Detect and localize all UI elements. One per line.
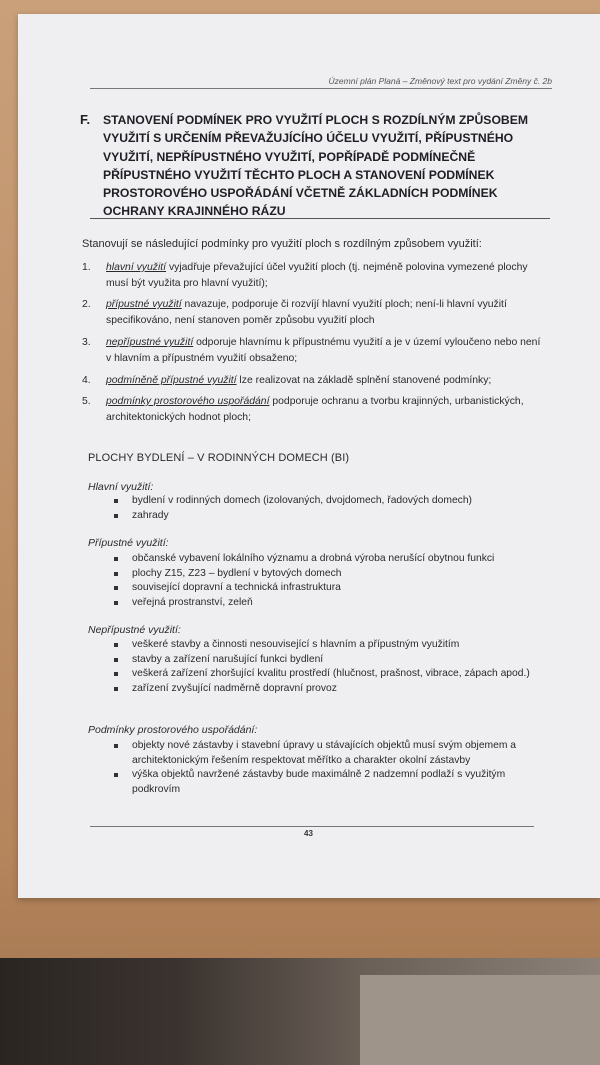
definition-term: podmínky prostorového uspořádání [106,396,270,407]
page-number: 43 [304,829,313,838]
definition-term: podmíněně přípustné využití [106,375,237,386]
list-item: veškerá zařízení zhoršující kvalitu prostředí (hlučnost, prašnost, vibrace, zápach apod.) [112,667,542,682]
definition-term: nepřípustné využití [106,337,194,348]
definition-term: hlavní využití [106,262,167,273]
list-item: občanské vybavení lokálního významu a drobná výroba nerušící obytnou funkci [112,552,542,567]
definition-body: odporuje hlavnímu k přípustnému využití a je v území vyloučeno nebo není v hlavním a přípustném využití obsaženo; [106,337,541,364]
section-title: STANOVENÍ PODMÍNEK PRO VYUŽITÍ PLOCH S ROZDÍLNÝM ZPŮSOBEM VYUŽITÍ S URČENÍM PŘEVAŽUJÍCÍHO ÚČELU VYUŽITÍ, PŘÍPUSTNÉHO VYUŽITÍ, NEPŘÍPUSTNÉHO VYUŽITÍ, POPŘÍPADĚ PODMÍNEČNĚ PŘÍPUSTNÉHO VYUŽITÍ TĚCHTO PLOCH A STANOVENÍ PODMÍNEK PROSTOROVÉHO USPOŘÁDÁNÍ VČETNĚ ZÁKLADNÍCH PODMÍNEK OCHRANY KRAJINNÉHO RÁZU [103,113,529,219]
definition-number: 1. [82,262,91,273]
definition-text [106,297,548,329]
definition-text [106,394,548,426]
header-rule [90,88,552,89]
definition-body: podporuje ochranu a tvorbu krajinných, urbanistických, architektonických hodnot ploch; [106,396,524,423]
list-item: plochy Z15, Z23 – bydlení v bytových domech [112,567,542,582]
definition-body: lze realizovat na základě splnění stanovené podmínky; [236,375,492,386]
definition-number: 4. [82,375,91,386]
zone-heading: PLOCHY BYDLENÍ – V RODINNÝCH DOMECH (BI) [88,452,350,464]
title-rule [90,218,550,219]
list-item: zahrady [112,509,542,524]
allowed-use-heading: Přípustné využití: [88,537,169,549]
main-use-list [112,494,542,523]
definition-term: přípustné využití [106,299,182,310]
allowed-use-list [112,552,542,611]
list-item: veškeré stavby a činnosti nesouvisející s hlavním a přípustným využitím [112,638,542,653]
definition-text [106,335,548,367]
definition-number: 2. [82,299,91,310]
list-item: stavby a zařízení narušující funkci bydlení [112,653,542,668]
forbidden-use-heading: Nepřípustné využití: [88,624,181,636]
list-item: výška objektů navržené zástavby bude maximálně 2 nadzemní podlaží s využitým podkrovím [112,768,542,797]
list-item: objekty nové zástavby i stavební úpravy u stávajících objektů musí svým objemem a architektonickým řešením respektovat měřítko a charakter okolní zástavby [112,739,542,768]
spatial-conditions-heading: Podmínky prostorového uspořádání: [88,724,258,736]
floor-tile [360,975,600,1065]
spatial-conditions-list [112,739,542,798]
definition-number: 3. [82,337,91,348]
definition-number: 5. [82,396,91,407]
main-use-heading: Hlavní využití: [88,481,154,493]
definition-text [106,260,548,292]
intro-paragraph: Stanovují se následující podmínky pro využití ploch s rozdílným způsobem využití: [82,238,482,250]
section-letter: F. [80,112,91,127]
list-item: zařízení zvyšující nadměrně dopravní provoz [112,682,542,697]
definition-body: navazuje, podporuje či rozvíjí hlavní využití ploch; není-li hlavní využití specifikováno, není stanoven poměr způsobu využití ploch [106,299,507,326]
list-item: veřejná prostranství, zeleň [112,596,542,611]
footer-rule [90,826,534,827]
definition-text [106,373,548,389]
list-item: bydlení v rodinných domech (izolovaných, dvojdomech, řadových domech) [112,494,542,509]
list-item: související dopravní a technická infrastruktura [112,581,542,596]
running-header: Územní plán Planá – Změnový text pro vydání Změny č. 2b [328,76,552,86]
forbidden-use-list [112,638,542,697]
definition-body: vyjadřuje převažující účel využití ploch (tj. nejméně polovina vymezené plochy musí být využita pro hlavní využití); [106,262,528,289]
